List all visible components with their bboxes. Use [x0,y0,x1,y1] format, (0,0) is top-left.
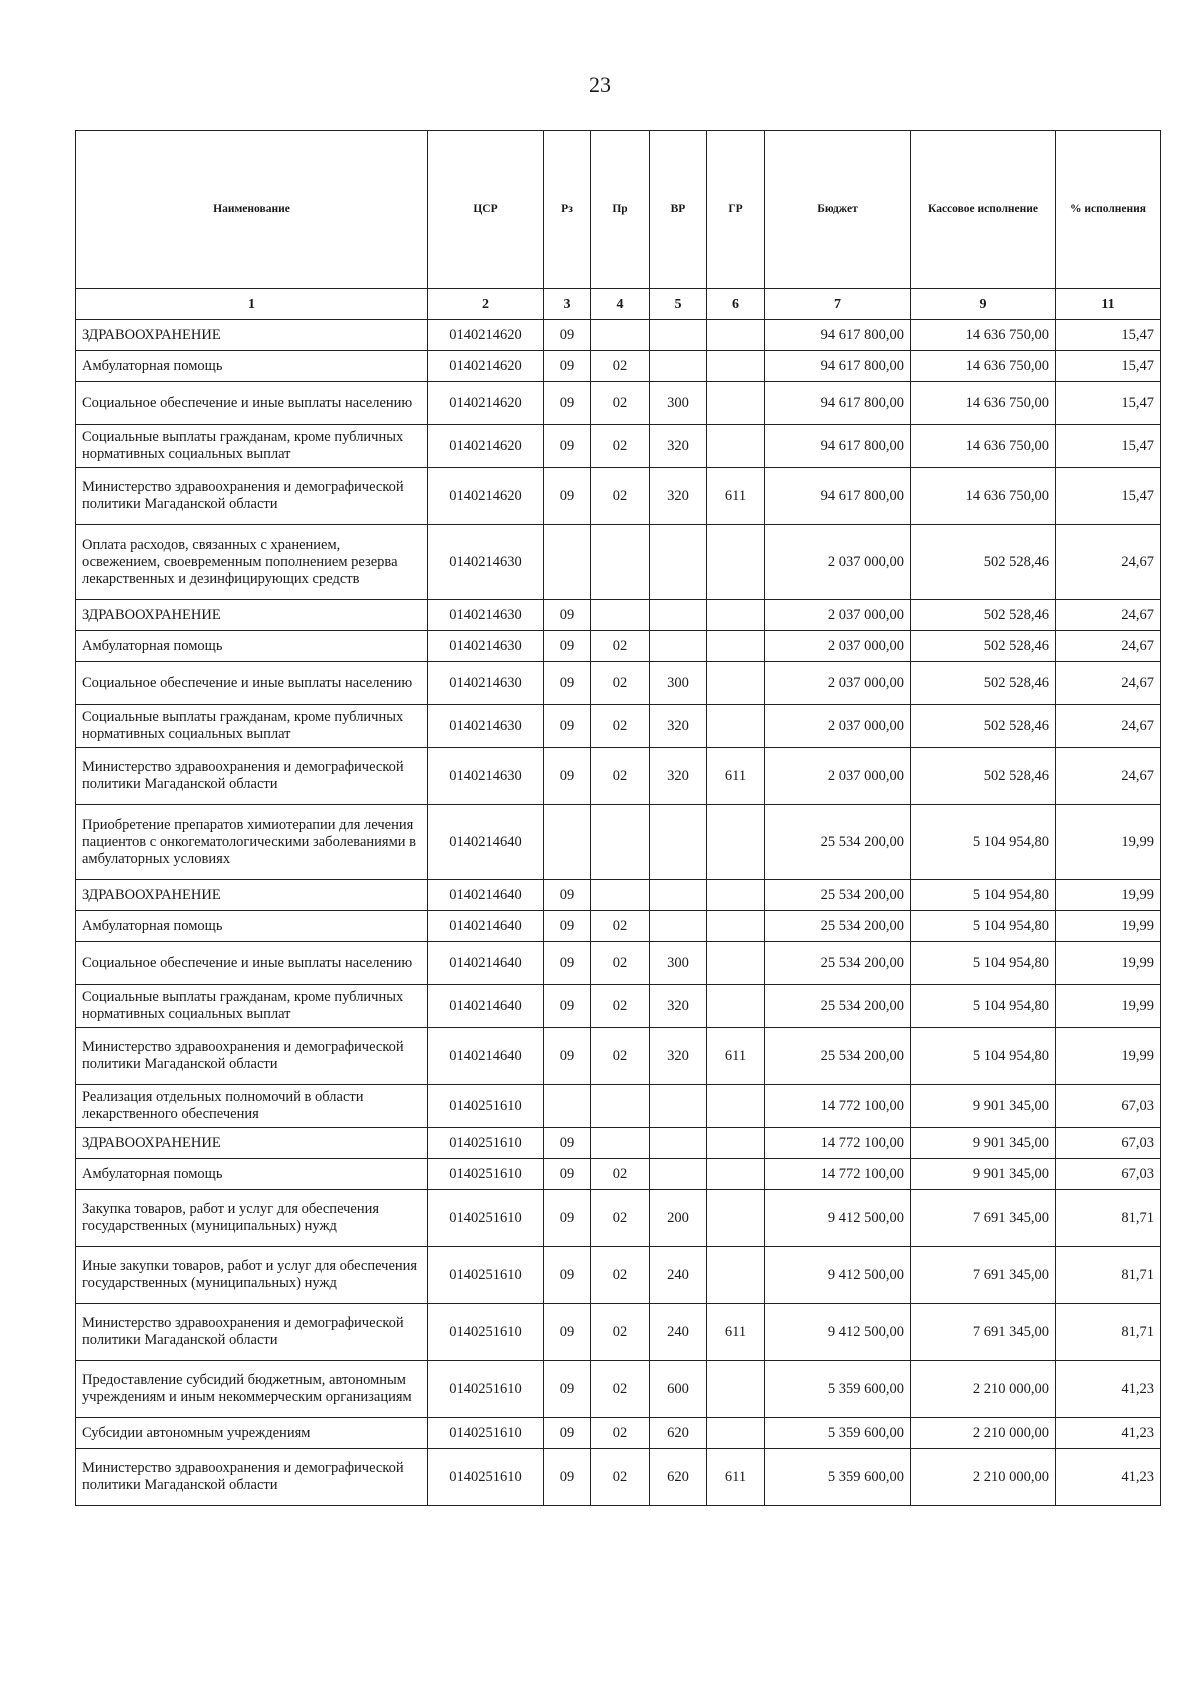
cell-budget: 2 037 000,00 [765,662,911,705]
cell-pr: 02 [591,1418,650,1449]
cell-csr: 0140214630 [428,600,544,631]
cell-rz: 09 [544,942,591,985]
cell-csr: 0140251610 [428,1247,544,1304]
cell-pr: 02 [591,1028,650,1085]
cell-budget: 94 617 800,00 [765,382,911,425]
column-number: 1 [76,289,428,320]
table-row [76,1190,1161,1247]
cell-gr [707,911,765,942]
cell-gr [707,1190,765,1247]
cell-percent: 24,67 [1056,662,1161,705]
cell-pr: 02 [591,942,650,985]
cell-percent: 41,23 [1056,1449,1161,1506]
cell-gr [707,942,765,985]
budget-execution-table [75,130,1161,1506]
cell-percent: 41,23 [1056,1361,1161,1418]
cell-pr: 02 [591,748,650,805]
column-number: 2 [428,289,544,320]
column-number-row [76,289,1161,320]
cell-name: Социальные выплаты гражданам, кроме публичных нормативных социальных выплат [76,985,428,1028]
table-row [76,1128,1161,1159]
cell-cash-execution: 9 901 345,00 [911,1085,1056,1128]
cell-pr: 02 [591,382,650,425]
column-number: 4 [591,289,650,320]
cell-pr [591,1128,650,1159]
cell-cash-execution: 14 636 750,00 [911,382,1056,425]
table-row [76,748,1161,805]
cell-rz: 09 [544,705,591,748]
cell-rz: 09 [544,1304,591,1361]
cell-budget: 94 617 800,00 [765,351,911,382]
cell-rz: 09 [544,425,591,468]
table-row [76,631,1161,662]
cell-vr: 300 [650,382,707,425]
cell-percent: 15,47 [1056,425,1161,468]
cell-pr: 02 [591,351,650,382]
cell-budget: 25 534 200,00 [765,880,911,911]
table-row [76,382,1161,425]
cell-csr: 0140251610 [428,1418,544,1449]
cell-csr: 0140214620 [428,382,544,425]
cell-name: Амбулаторная помощь [76,631,428,662]
cell-gr: 611 [707,1028,765,1085]
cell-name: Министерство здравоохранения и демографической политики Магаданской области [76,1028,428,1085]
column-number: 3 [544,289,591,320]
cell-gr [707,425,765,468]
column-number: 7 [765,289,911,320]
cell-vr [650,320,707,351]
cell-cash-execution: 5 104 954,80 [911,805,1056,880]
cell-rz: 09 [544,1128,591,1159]
table-row [76,1159,1161,1190]
cell-percent: 19,99 [1056,911,1161,942]
cell-budget: 5 359 600,00 [765,1418,911,1449]
column-number: 6 [707,289,765,320]
cell-vr: 240 [650,1304,707,1361]
cell-name: Оплата расходов, связанных с хранением, освежением, своевременным пополнением резерва лекарственных и дезинфицирующих средств [76,525,428,600]
table-row [76,942,1161,985]
cell-pr [591,600,650,631]
cell-gr [707,631,765,662]
cell-cash-execution: 14 636 750,00 [911,468,1056,525]
cell-cash-execution: 502 528,46 [911,705,1056,748]
cell-rz: 09 [544,1159,591,1190]
cell-gr [707,805,765,880]
cell-rz: 09 [544,1190,591,1247]
cell-csr: 0140214620 [428,320,544,351]
cell-budget: 9 412 500,00 [765,1304,911,1361]
cell-budget: 2 037 000,00 [765,631,911,662]
cell-vr [650,911,707,942]
cell-cash-execution: 502 528,46 [911,662,1056,705]
table-row [76,911,1161,942]
cell-cash-execution: 9 901 345,00 [911,1159,1056,1190]
cell-gr [707,880,765,911]
table-row [76,1304,1161,1361]
cell-percent: 15,47 [1056,468,1161,525]
cell-vr [650,880,707,911]
cell-pr: 02 [591,631,650,662]
cell-gr [707,1159,765,1190]
column-number: 9 [911,289,1056,320]
cell-csr: 0140251610 [428,1304,544,1361]
table-row [76,662,1161,705]
header-gr: ГР [707,131,765,289]
cell-cash-execution: 7 691 345,00 [911,1190,1056,1247]
cell-cash-execution: 5 104 954,80 [911,911,1056,942]
cell-budget: 2 037 000,00 [765,600,911,631]
cell-cash-execution: 2 210 000,00 [911,1418,1056,1449]
cell-percent: 81,71 [1056,1190,1161,1247]
cell-vr: 320 [650,748,707,805]
cell-rz: 09 [544,382,591,425]
cell-gr [707,1247,765,1304]
cell-budget: 2 037 000,00 [765,705,911,748]
cell-percent: 19,99 [1056,985,1161,1028]
cell-vr: 300 [650,662,707,705]
cell-vr: 600 [650,1361,707,1418]
cell-cash-execution: 502 528,46 [911,631,1056,662]
table-row [76,985,1161,1028]
cell-cash-execution: 2 210 000,00 [911,1449,1056,1506]
header-rz: Рз [544,131,591,289]
cell-name: Социальные выплаты гражданам, кроме публичных нормативных социальных выплат [76,425,428,468]
cell-name: Социальное обеспечение и иные выплаты населению [76,382,428,425]
table-row [76,880,1161,911]
cell-name: Реализация отдельных полномочий в области лекарственного обеспечения [76,1085,428,1128]
table-body [76,320,1161,1506]
cell-vr [650,631,707,662]
cell-vr [650,600,707,631]
cell-percent: 24,67 [1056,748,1161,805]
cell-name: Субсидии автономным учреждениям [76,1418,428,1449]
cell-csr: 0140251610 [428,1085,544,1128]
cell-percent: 24,67 [1056,525,1161,600]
table-row [76,320,1161,351]
cell-gr [707,320,765,351]
cell-budget: 14 772 100,00 [765,1085,911,1128]
table-row [76,805,1161,880]
cell-pr [591,880,650,911]
cell-cash-execution: 5 104 954,80 [911,942,1056,985]
cell-pr: 02 [591,1361,650,1418]
cell-rz: 09 [544,662,591,705]
cell-gr [707,1418,765,1449]
cell-name: Министерство здравоохранения и демографической политики Магаданской области [76,468,428,525]
cell-budget: 14 772 100,00 [765,1128,911,1159]
cell-csr: 0140214630 [428,525,544,600]
cell-cash-execution: 5 104 954,80 [911,1028,1056,1085]
table-row [76,525,1161,600]
cell-cash-execution: 2 210 000,00 [911,1361,1056,1418]
cell-pr: 02 [591,985,650,1028]
cell-cash-execution: 14 636 750,00 [911,425,1056,468]
table-row [76,351,1161,382]
cell-csr: 0140214620 [428,425,544,468]
cell-name: Приобретение препаратов химиотерапии для лечения пациентов с онкогематологическими заболеваниями в амбулаторных условиях [76,805,428,880]
cell-cash-execution: 7 691 345,00 [911,1304,1056,1361]
cell-percent: 15,47 [1056,320,1161,351]
cell-pr: 02 [591,911,650,942]
cell-name: Министерство здравоохранения и демографической политики Магаданской области [76,1449,428,1506]
cell-csr: 0140251610 [428,1159,544,1190]
cell-vr [650,1128,707,1159]
cell-budget: 14 772 100,00 [765,1159,911,1190]
header-cash-execution: Кассовое исполнение [911,131,1056,289]
table-row [76,1418,1161,1449]
cell-percent: 81,71 [1056,1304,1161,1361]
cell-name: Министерство здравоохранения и демографической политики Магаданской области [76,748,428,805]
cell-rz: 09 [544,320,591,351]
cell-name: ЗДРАВООХРАНЕНИЕ [76,880,428,911]
cell-percent: 15,47 [1056,382,1161,425]
table-row [76,1247,1161,1304]
cell-percent: 67,03 [1056,1085,1161,1128]
header-row [76,131,1161,289]
cell-budget: 94 617 800,00 [765,425,911,468]
table-row [76,1085,1161,1128]
cell-vr: 620 [650,1418,707,1449]
cell-rz: 09 [544,1028,591,1085]
cell-gr [707,351,765,382]
cell-csr: 0140214640 [428,911,544,942]
cell-pr: 02 [591,1449,650,1506]
cell-vr: 320 [650,1028,707,1085]
cell-cash-execution: 5 104 954,80 [911,985,1056,1028]
cell-cash-execution: 5 104 954,80 [911,880,1056,911]
cell-csr: 0140214640 [428,805,544,880]
cell-percent: 19,99 [1056,1028,1161,1085]
cell-budget: 94 617 800,00 [765,468,911,525]
cell-gr [707,1361,765,1418]
cell-budget: 9 412 500,00 [765,1247,911,1304]
cell-vr [650,1085,707,1128]
cell-cash-execution: 7 691 345,00 [911,1247,1056,1304]
table-row [76,705,1161,748]
cell-budget: 2 037 000,00 [765,525,911,600]
cell-budget: 9 412 500,00 [765,1190,911,1247]
cell-percent: 67,03 [1056,1128,1161,1159]
cell-name: Министерство здравоохранения и демографической политики Магаданской области [76,1304,428,1361]
cell-gr [707,600,765,631]
cell-gr [707,1128,765,1159]
cell-vr: 240 [650,1247,707,1304]
column-number: 5 [650,289,707,320]
cell-csr: 0140214640 [428,1028,544,1085]
cell-vr: 320 [650,425,707,468]
cell-name: Социальное обеспечение и иные выплаты населению [76,662,428,705]
cell-rz: 09 [544,1247,591,1304]
cell-pr: 02 [591,1190,650,1247]
cell-rz [544,1085,591,1128]
cell-name: Иные закупки товаров, работ и услуг для обеспечения государственных (муниципальных) нужд [76,1247,428,1304]
cell-rz [544,525,591,600]
cell-rz: 09 [544,911,591,942]
cell-percent: 41,23 [1056,1418,1161,1449]
cell-vr: 320 [650,705,707,748]
column-number: 11 [1056,289,1161,320]
cell-gr [707,1085,765,1128]
header-percent-execution: % исполнения [1056,131,1161,289]
table-row [76,1361,1161,1418]
cell-gr: 611 [707,1304,765,1361]
cell-rz: 09 [544,1449,591,1506]
cell-vr [650,805,707,880]
page-number: 23 [589,72,611,97]
cell-percent: 19,99 [1056,880,1161,911]
cell-gr: 611 [707,1449,765,1506]
cell-pr: 02 [591,1159,650,1190]
cell-pr: 02 [591,425,650,468]
cell-budget: 25 534 200,00 [765,942,911,985]
cell-vr: 300 [650,942,707,985]
table-row [76,425,1161,468]
cell-csr: 0140214630 [428,662,544,705]
cell-gr [707,382,765,425]
cell-budget: 25 534 200,00 [765,985,911,1028]
cell-rz: 09 [544,351,591,382]
cell-vr: 620 [650,1449,707,1506]
cell-cash-execution: 14 636 750,00 [911,351,1056,382]
cell-cash-execution: 502 528,46 [911,748,1056,805]
cell-rz: 09 [544,748,591,805]
cell-vr: 320 [650,985,707,1028]
cell-name: Предоставление субсидий бюджетным, автономным учреждениям и иным некоммерческим организациям [76,1361,428,1418]
cell-pr: 02 [591,662,650,705]
header-pr: Пр [591,131,650,289]
cell-pr: 02 [591,1304,650,1361]
cell-percent: 24,67 [1056,600,1161,631]
cell-budget: 25 534 200,00 [765,911,911,942]
table-row [76,1449,1161,1506]
cell-name: Закупка товаров, работ и услуг для обеспечения государственных (муниципальных) нужд [76,1190,428,1247]
cell-name: Амбулаторная помощь [76,911,428,942]
table-row [76,1028,1161,1085]
cell-cash-execution: 502 528,46 [911,525,1056,600]
cell-rz: 09 [544,1361,591,1418]
cell-rz: 09 [544,985,591,1028]
table-row [76,600,1161,631]
cell-gr [707,525,765,600]
header-name: Наименование [76,131,428,289]
cell-csr: 0140214640 [428,880,544,911]
cell-gr: 611 [707,748,765,805]
header-budget: Бюджет [765,131,911,289]
cell-csr: 0140214640 [428,942,544,985]
cell-rz: 09 [544,600,591,631]
cell-budget: 25 534 200,00 [765,1028,911,1085]
cell-csr: 0140214630 [428,631,544,662]
cell-gr [707,985,765,1028]
table-row [76,468,1161,525]
cell-csr: 0140214620 [428,468,544,525]
cell-csr: 0140214630 [428,748,544,805]
cell-percent: 81,71 [1056,1247,1161,1304]
cell-percent: 19,99 [1056,805,1161,880]
cell-csr: 0140214630 [428,705,544,748]
cell-name: Социальные выплаты гражданам, кроме публичных нормативных социальных выплат [76,705,428,748]
cell-rz [544,805,591,880]
cell-vr: 200 [650,1190,707,1247]
cell-csr: 0140214640 [428,985,544,1028]
cell-pr [591,805,650,880]
cell-budget: 25 534 200,00 [765,805,911,880]
cell-csr: 0140251610 [428,1128,544,1159]
cell-name: ЗДРАВООХРАНЕНИЕ [76,1128,428,1159]
cell-pr [591,320,650,351]
cell-csr: 0140251610 [428,1190,544,1247]
cell-pr [591,1085,650,1128]
cell-pr: 02 [591,705,650,748]
cell-name: ЗДРАВООХРАНЕНИЕ [76,600,428,631]
cell-percent: 24,67 [1056,631,1161,662]
cell-gr: 611 [707,468,765,525]
cell-vr [650,1159,707,1190]
cell-csr: 0140251610 [428,1449,544,1506]
header-vr: ВР [650,131,707,289]
cell-percent: 24,67 [1056,705,1161,748]
cell-csr: 0140251610 [428,1361,544,1418]
cell-percent: 19,99 [1056,942,1161,985]
cell-rz: 09 [544,631,591,662]
header-csr: ЦСР [428,131,544,289]
cell-gr [707,705,765,748]
cell-vr [650,525,707,600]
cell-pr: 02 [591,468,650,525]
cell-name: Амбулаторная помощь [76,1159,428,1190]
cell-pr [591,525,650,600]
cell-cash-execution: 9 901 345,00 [911,1128,1056,1159]
cell-percent: 15,47 [1056,351,1161,382]
cell-name: Амбулаторная помощь [76,351,428,382]
cell-cash-execution: 502 528,46 [911,600,1056,631]
cell-vr: 320 [650,468,707,525]
cell-budget: 5 359 600,00 [765,1361,911,1418]
cell-pr: 02 [591,1247,650,1304]
cell-name: ЗДРАВООХРАНЕНИЕ [76,320,428,351]
cell-rz: 09 [544,880,591,911]
cell-rz: 09 [544,1418,591,1449]
cell-budget: 94 617 800,00 [765,320,911,351]
cell-gr [707,662,765,705]
cell-cash-execution: 14 636 750,00 [911,320,1056,351]
cell-csr: 0140214620 [428,351,544,382]
cell-percent: 67,03 [1056,1159,1161,1190]
cell-budget: 2 037 000,00 [765,748,911,805]
cell-vr [650,351,707,382]
cell-budget: 5 359 600,00 [765,1449,911,1506]
cell-rz: 09 [544,468,591,525]
cell-name: Социальное обеспечение и иные выплаты населению [76,942,428,985]
